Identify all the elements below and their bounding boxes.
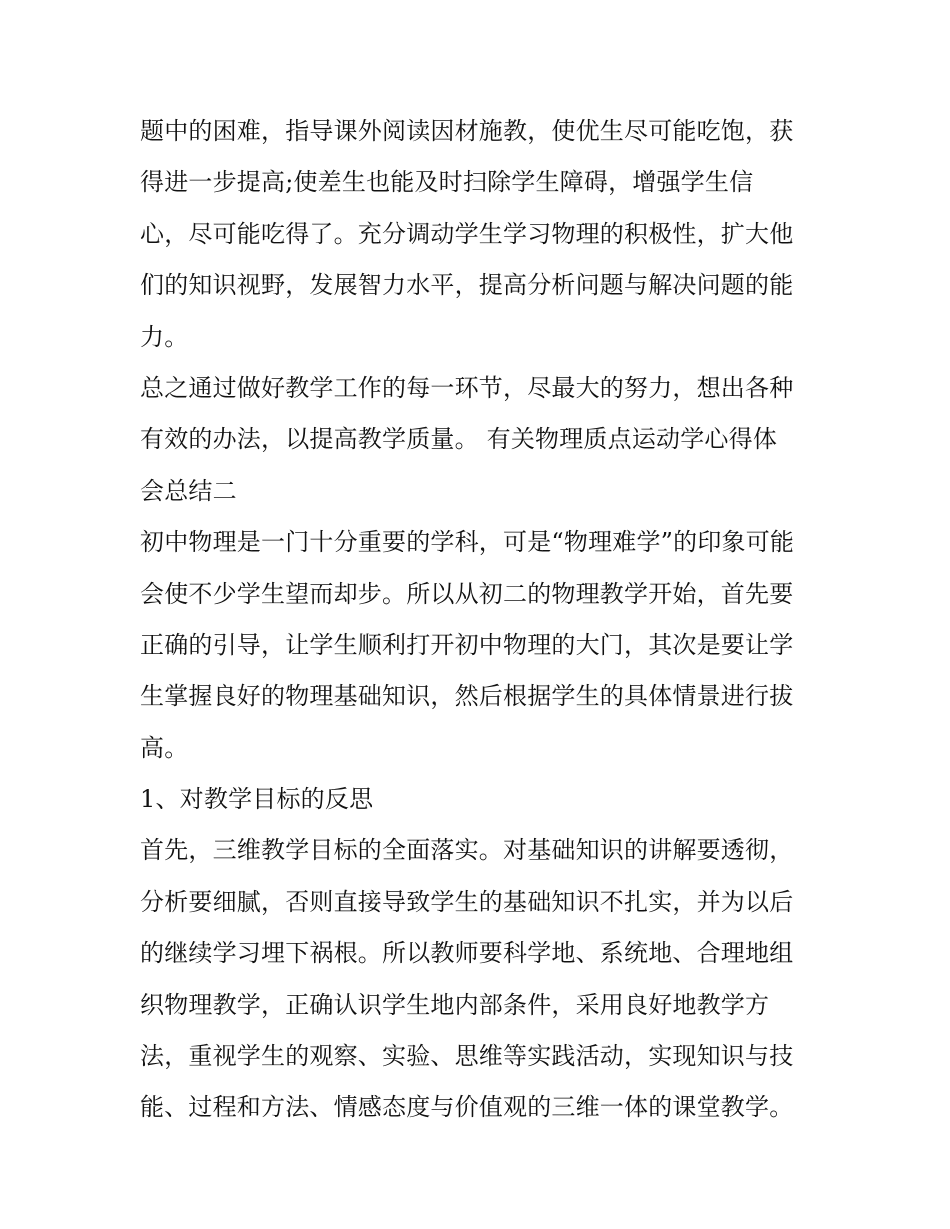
- text-line: 生掌握良好的物理基础知识，然后根据学生的具体情景进行拔: [140, 682, 794, 711]
- text-line: 法，重视学生的观察、实验、思维等实践活动，实现知识与技: [140, 1042, 794, 1071]
- text-line: 会使不少学生望而却步。所以从初二的物理教学开始，首先要: [140, 579, 794, 608]
- text-line: 高。: [140, 733, 189, 762]
- text-line: 能、过程和方法、情感态度与价值观的三维一体的课堂教学。: [140, 1093, 794, 1122]
- text-line: 总之通过做好教学工作的每一环节，尽最大的努力，想出各种: [140, 373, 794, 402]
- text-line: 首先，三维教学目标的全面落实。对基础知识的讲解要透彻，: [140, 836, 794, 865]
- text-line: 们的知识视野，发展智力水平，提高分析问题与解决问题的能: [140, 271, 794, 300]
- text-line: 题中的困难，指导课外阅读因材施教，使优生尽可能吃饱，获: [140, 117, 794, 145]
- text-line: 织物理教学，正确认识学生地内部条件，采用良好地教学方: [140, 990, 770, 1019]
- text-line: 正确的引导，让学生顺利打开初中物理的大门，其次是要让学: [140, 630, 794, 659]
- text-line: 得进一步提高;使差生也能及时扫除学生障碍，增强学生信: [140, 168, 754, 197]
- text-line: 心，尽可能吃得了。充分调动学生学习物理的积极性，扩大他: [140, 219, 794, 248]
- text-line: 有效的办法，以提高教学质量。 有关物理质点运动学心得体: [140, 425, 778, 454]
- text-line: 初中物理是一门十分重要的学科，可是“物理难学”的印象可能: [140, 528, 795, 557]
- document-body: [140, 106, 820, 1134]
- section-heading: 1、对教学目标的反思: [140, 785, 374, 814]
- text-line: 的继续学习埋下祸根。所以教师要科学地、系统地、合理地组: [140, 939, 794, 968]
- text-line: 力。: [140, 322, 189, 351]
- text-line: 分析要细腻，否则直接导致学生的基础知识不扎实，并为以后: [140, 887, 794, 916]
- text-line: 会总结二: [140, 476, 237, 505]
